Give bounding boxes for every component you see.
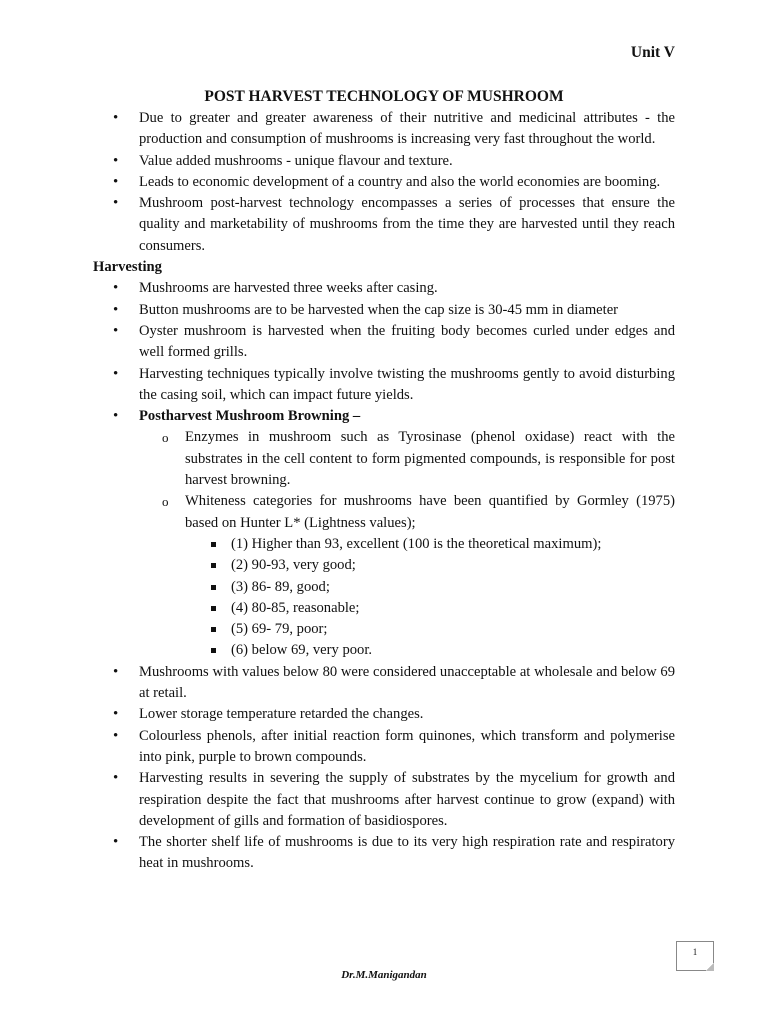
list-item: • Leads to economic development of a country and also the world economies are booming. <box>93 172 675 193</box>
section-heading-harvesting: Harvesting <box>93 259 162 276</box>
whiteness-text: Whiteness categories for mushrooms have been quantified by Gormley (1975) based on Hunter L* (Lightness values); <box>185 493 675 531</box>
page-title: POST HARVEST TECHNOLOGY OF MUSHROOM <box>204 88 564 105</box>
category-item: (6) below 69, very poor. <box>93 640 675 661</box>
unit-label: Unit V <box>630 44 675 61</box>
browning-label: Postharvest Mushroom Browning – <box>139 408 361 425</box>
list-item: • Mushroom post-harvest technology encompasses a series of processes that ensure the quality and marketability of mushrooms from the time they are harvested until they reach consumers. <box>93 193 675 257</box>
intro-list <box>93 108 675 257</box>
author-footer: Dr.M.Manigandan <box>341 969 427 981</box>
list-item: • Oyster mushroom is harvested when the fruiting body becomes curled under edges and well formed grills. <box>93 321 675 364</box>
list-item: • Harvesting results in severing the supply of substrates by the mycelium for growth and respiration despite the fact that mushrooms after harvest continue to grow (expand) with development of gills and formation of basidiospores. <box>93 768 675 832</box>
sub-list-item-whiteness <box>93 491 675 661</box>
whiteness-categories <box>185 534 675 662</box>
document-body <box>93 108 675 875</box>
category-item: (4) 80-85, reasonable; <box>93 598 675 619</box>
list-item: • Button mushrooms are to be harvested when the cap size is 30-45 mm in diameter <box>93 300 675 321</box>
category-item: (2) 90-93, very good; <box>93 555 675 576</box>
list-item: • Value added mushrooms - unique flavour and texture. <box>93 151 675 172</box>
browning-sublist <box>139 427 675 661</box>
category-item: (1) Higher than 93, excellent (100 is the theoretical maximum); <box>93 534 675 555</box>
page-number: 1 <box>692 947 698 957</box>
list-item: • Due to greater and greater awareness of their nutritive and medicinal attributes - the production and consumption of mushrooms is increasing very fast throughout the world. <box>93 108 675 151</box>
list-item: • The shorter shelf life of mushrooms is due to its very high respiration rate and respiratory heat in mushrooms. <box>93 832 675 875</box>
category-item: (3) 86- 89, good; <box>93 577 675 598</box>
list-item: • Colourless phenols, after initial reaction form quinones, which transform and polymerise into pink, purple to brown compounds. <box>93 726 675 769</box>
list-item-browning <box>93 406 675 662</box>
harvesting-list <box>93 278 675 874</box>
category-item: (5) 69- 79, poor; <box>93 619 675 640</box>
list-item: • Harvesting techniques typically involve twisting the mushrooms gently to avoid disturbing the casing soil, which can impact future yields. <box>93 364 675 407</box>
list-item: • Mushrooms are harvested three weeks after casing. <box>93 278 675 299</box>
sub-list-item: o Enzymes in mushroom such as Tyrosinase (phenol oxidase) react with the substrates in the cell content to form pigmented compounds, is responsible for post harvest browning. <box>93 427 675 491</box>
list-item: • Mushrooms with values below 80 were considered unacceptable at wholesale and below 69 at retail. <box>93 662 675 705</box>
list-item: • Lower storage temperature retarded the changes. <box>93 704 675 725</box>
